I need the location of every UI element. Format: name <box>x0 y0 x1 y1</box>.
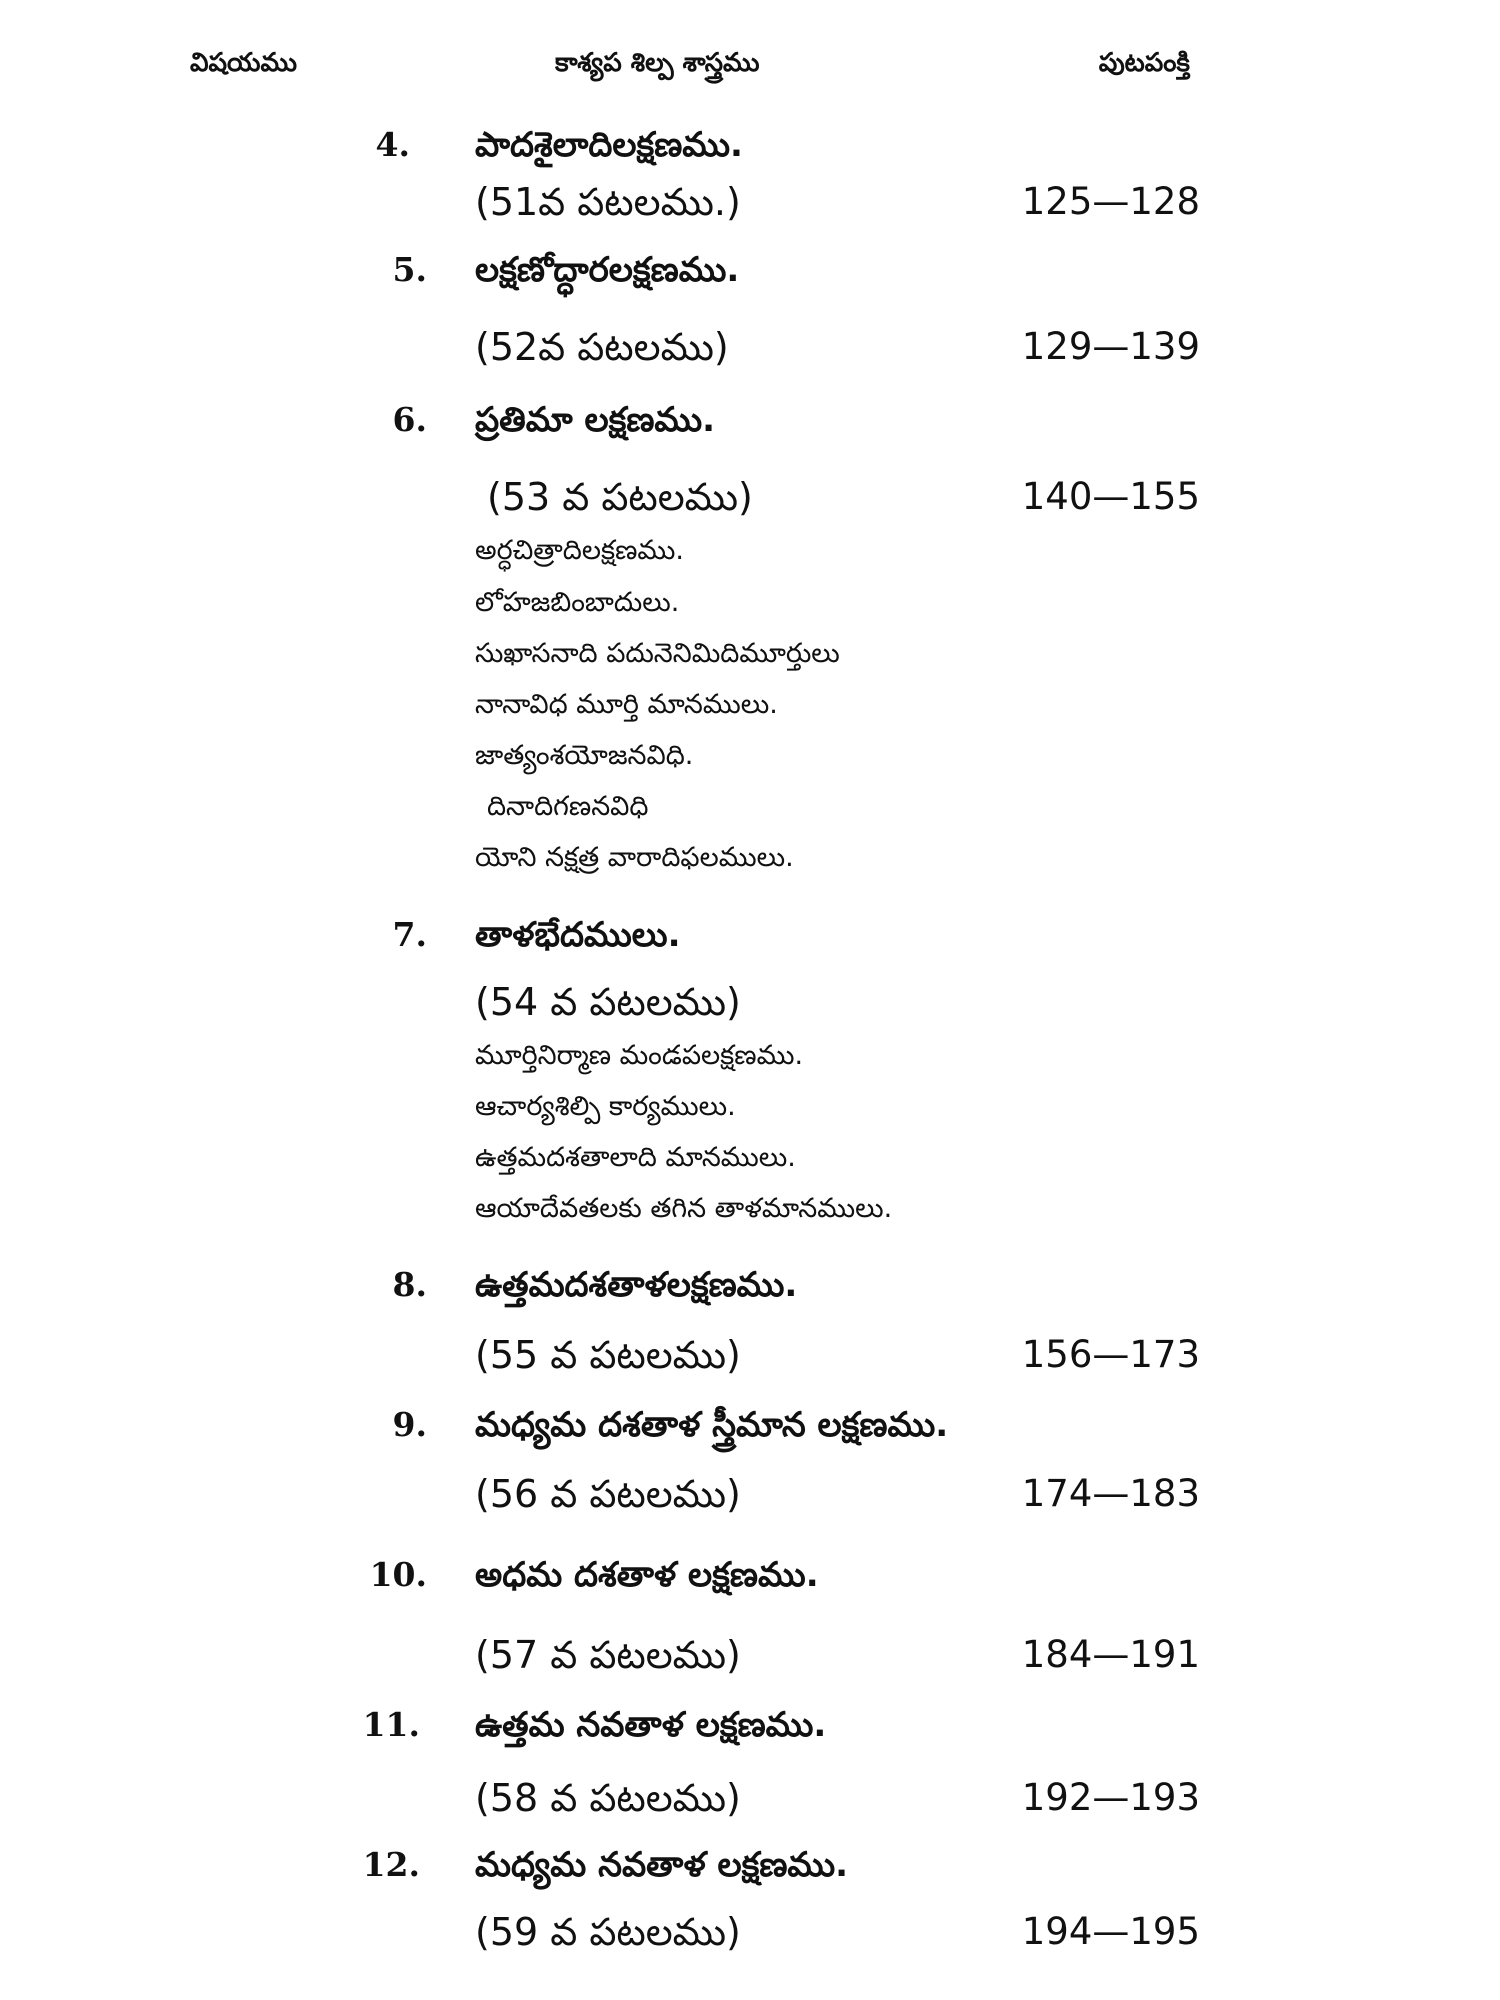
subtopic-item: అర్ధచిత్రాదిలక్షణము. <box>475 535 684 566</box>
entry-page-range: 194—195 <box>1021 1910 1200 1953</box>
subtopic-item: మూర్తినిర్మాణ మండపలక్షణము. <box>475 1040 804 1071</box>
entry-page-range: 184—191 <box>1021 1633 1200 1676</box>
entry-title: ఉత్తమ నవతాళ లక్షణము. <box>475 1705 827 1745</box>
entry-chapter: (59 వ పటలము) <box>475 1910 741 1954</box>
subtopic-item: దినాదిగణనవిధి <box>487 791 649 822</box>
entry-number: 5. <box>392 250 427 289</box>
entry-chapter: (54 వ పటలము) <box>475 980 741 1024</box>
entry-number: 7. <box>392 915 427 954</box>
subtopic-item: లోహజబింబాదులు. <box>475 587 680 618</box>
entry-chapter: (51వ పటలము.) <box>475 180 741 224</box>
subtopic-item: ఆచార్యశిల్పి కార్యములు. <box>475 1091 736 1122</box>
entry-chapter: (55 వ పటలము) <box>475 1333 741 1377</box>
entry-page-range: 125—128 <box>1021 180 1200 223</box>
header-book-title: కాశ్యప శిల్ప శాస్త్రము <box>555 48 760 78</box>
entry-chapter: (53 వ పటలము) <box>487 475 753 519</box>
entry-number: 11. <box>362 1705 420 1744</box>
header-subject: విషయము <box>190 48 297 78</box>
entry-page-range: 192—193 <box>1021 1776 1200 1819</box>
subtopic-item: జాత్యంశయోజనవిధి. <box>475 740 694 771</box>
entry-title: అధమ దశతాళ లక్షణము. <box>475 1555 819 1595</box>
subtopic-item: ఉత్తమదశతాలాది మానములు. <box>475 1142 796 1173</box>
subtopic-item: యోని నక్షత్ర వారాదిఫలములు. <box>475 842 794 873</box>
entry-title: తాళభేదములు. <box>475 915 681 955</box>
entry-number: 12. <box>362 1845 420 1884</box>
entry-chapter: (56 వ పటలము) <box>475 1472 741 1516</box>
entry-page-range: 156—173 <box>1021 1333 1200 1376</box>
header-page-numbers: పుటపంక్తి <box>1098 48 1190 78</box>
entry-page-range: 129—139 <box>1021 325 1200 368</box>
entry-number: 6. <box>392 400 427 439</box>
entry-number: 9. <box>392 1405 427 1444</box>
entry-title: లక్షణోద్ధారలక్షణము. <box>475 250 740 290</box>
entry-title: పాదశైలాదిలక్షణము. <box>475 125 743 165</box>
entry-page-range: 140—155 <box>1021 475 1200 518</box>
entry-chapter: (58 వ పటలము) <box>475 1776 741 1820</box>
entry-title: ఉత్తమదశతాళలక్షణము. <box>475 1265 798 1305</box>
subtopic-item: ఆయాదేవతలకు తగిన తాళమానములు. <box>475 1193 893 1224</box>
entry-number: 10. <box>369 1555 427 1594</box>
entry-title: ప్రతిమా లక్షణము. <box>475 400 716 440</box>
entry-chapter: (52వ పటలము) <box>475 325 729 369</box>
subtopic-item: నానావిధ మూర్తి మానములు. <box>475 689 778 720</box>
entry-title: మధ్యమ దశతాళ స్త్రీమాన లక్షణము. <box>475 1405 949 1445</box>
entry-number: 8. <box>392 1265 427 1304</box>
subtopic-item: సుఖాసనాది పదునెనిమిదిమూర్తులు <box>475 638 840 669</box>
entry-number: 4. <box>375 125 410 164</box>
entry-chapter: (57 వ పటలము) <box>475 1633 741 1677</box>
entry-title: మధ్యమ నవతాళ లక్షణము. <box>475 1845 849 1885</box>
entry-page-range: 174—183 <box>1021 1472 1200 1515</box>
